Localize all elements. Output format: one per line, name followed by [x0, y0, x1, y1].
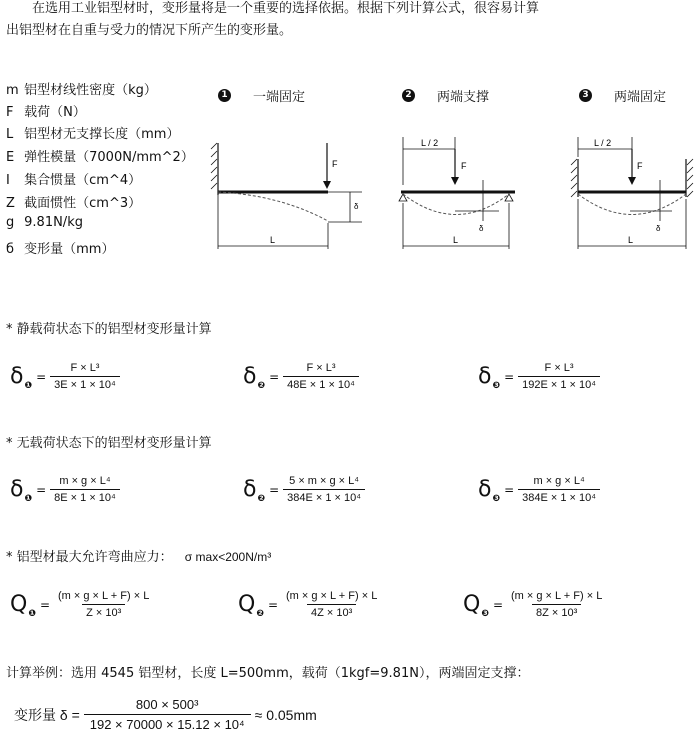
- section-noload-title: * 无载荷状态下的铝型材变形量计算: [6, 436, 212, 451]
- fixed-both-diagram: [568, 135, 695, 255]
- section-static-title: * 静载荷状态下的铝型材变形量计算: [6, 322, 212, 337]
- example-denominator: 192 × 70000 × 15.12 × 10⁴: [84, 714, 251, 732]
- variable-item: б 变形量（mm）: [6, 242, 115, 257]
- supported-diagram: [395, 135, 525, 255]
- half-length-label: L / 2: [421, 138, 439, 148]
- number-badge: 2: [402, 89, 415, 102]
- example-numerator: 800 × 500³: [135, 697, 199, 712]
- formula-static-1: δ $_❶$ = $\frac{\text{F × L³}}{\text{3E × 1 × 10⁴}}$: [10, 362, 120, 391]
- example-label: 变形量 δ =: [14, 706, 80, 723]
- formula-static-2: δ $_❷$ = $\frac{\text{F × L³}}{\text{48E × 1 × 10⁴}}$: [243, 362, 359, 391]
- force-label: F: [332, 159, 338, 169]
- number-badge: 3: [579, 89, 592, 102]
- diagram-title-2: 2 两端支撑: [402, 86, 489, 105]
- intro-line-2: 出铝型材在自重与受力的情况下所产生的变形量。: [6, 23, 293, 38]
- length-label: L: [270, 235, 276, 245]
- formula-static-3: δ $_❸$ = $\frac{\text{F × L³}}{\text{192E × 1 × 10⁴}}$: [478, 362, 600, 391]
- cantilever-diagram: [210, 135, 370, 255]
- formula-stress-2: Q $_❷$ = $\frac{(m \times g \times L + F) \times L}{\text{4Z × 10³}}$: [238, 590, 378, 619]
- diagram-title-3: 3 两端固定: [579, 86, 666, 105]
- diagram-title-1: 1 一端固定: [218, 86, 305, 105]
- formula-stress-1: Q $_❶$ = $\frac{(m \times g \times L + F) \times L}{\text{Z × 10³}}$: [10, 590, 150, 619]
- half-length-label: L / 2: [594, 138, 612, 148]
- example-formula: [14, 697, 317, 732]
- variable-item: Z 截面惯性（cm^3）: [6, 196, 142, 211]
- example-result: ≈ 0.05mm: [254, 706, 317, 723]
- deflection-label: δ: [354, 202, 359, 211]
- stress-value: σ max<200N/m³: [184, 550, 272, 564]
- formula-noload-2: δ $_❷$ = $\frac{\text{5 × m × g × L⁴}}{\text{384E × 1 × 10⁴}}$: [243, 475, 365, 504]
- variable-item: I 集合惯量（cm^4）: [6, 173, 142, 188]
- force-label: F: [637, 161, 643, 171]
- length-label: L: [453, 235, 459, 245]
- deflection-label: δ: [479, 224, 484, 233]
- stress-label: * 铝型材最大允许弯曲应力：: [6, 550, 173, 565]
- variable-item: L 铝型材无支撑长度（mm）: [6, 127, 180, 142]
- variable-item: g 9.81N/kg: [6, 215, 83, 230]
- intro-line-1: 在选用工业铝型材时，变形量将是一个重要的选择依据。根据下列计算公式，很容易计算: [32, 1, 540, 16]
- section-stress-title: [6, 546, 271, 565]
- force-label: F: [461, 161, 467, 171]
- formula-stress-3: Q $_❸$ = $\frac{(m \times g \times L + F) \times L}{\text{8Z × 10³}}$: [463, 590, 603, 619]
- variable-item: E 弹性模量（7000N/mm^2）: [6, 150, 194, 165]
- formula-noload-1: δ $_❶$ = $\frac{\text{m × g × L⁴}}{\text{8E × 1 × 10⁴}}$: [10, 475, 120, 504]
- variable-item: F 载荷（N）: [6, 105, 86, 120]
- formula-noload-3: δ $_❸$ = $\frac{\text{m × g × L⁴}}{\text{384E × 1 × 10⁴}}$: [478, 475, 600, 504]
- deflection-label: δ: [656, 224, 661, 233]
- example-text: 计算举例：选用 4545 铝型材，长度 L=500mm，载荷（1kgf=9.81N），两端固定支撑：: [6, 666, 530, 681]
- length-label: L: [628, 235, 634, 245]
- number-badge: 1: [218, 89, 231, 102]
- variable-item: m 铝型材线性密度（kg）: [6, 83, 157, 98]
